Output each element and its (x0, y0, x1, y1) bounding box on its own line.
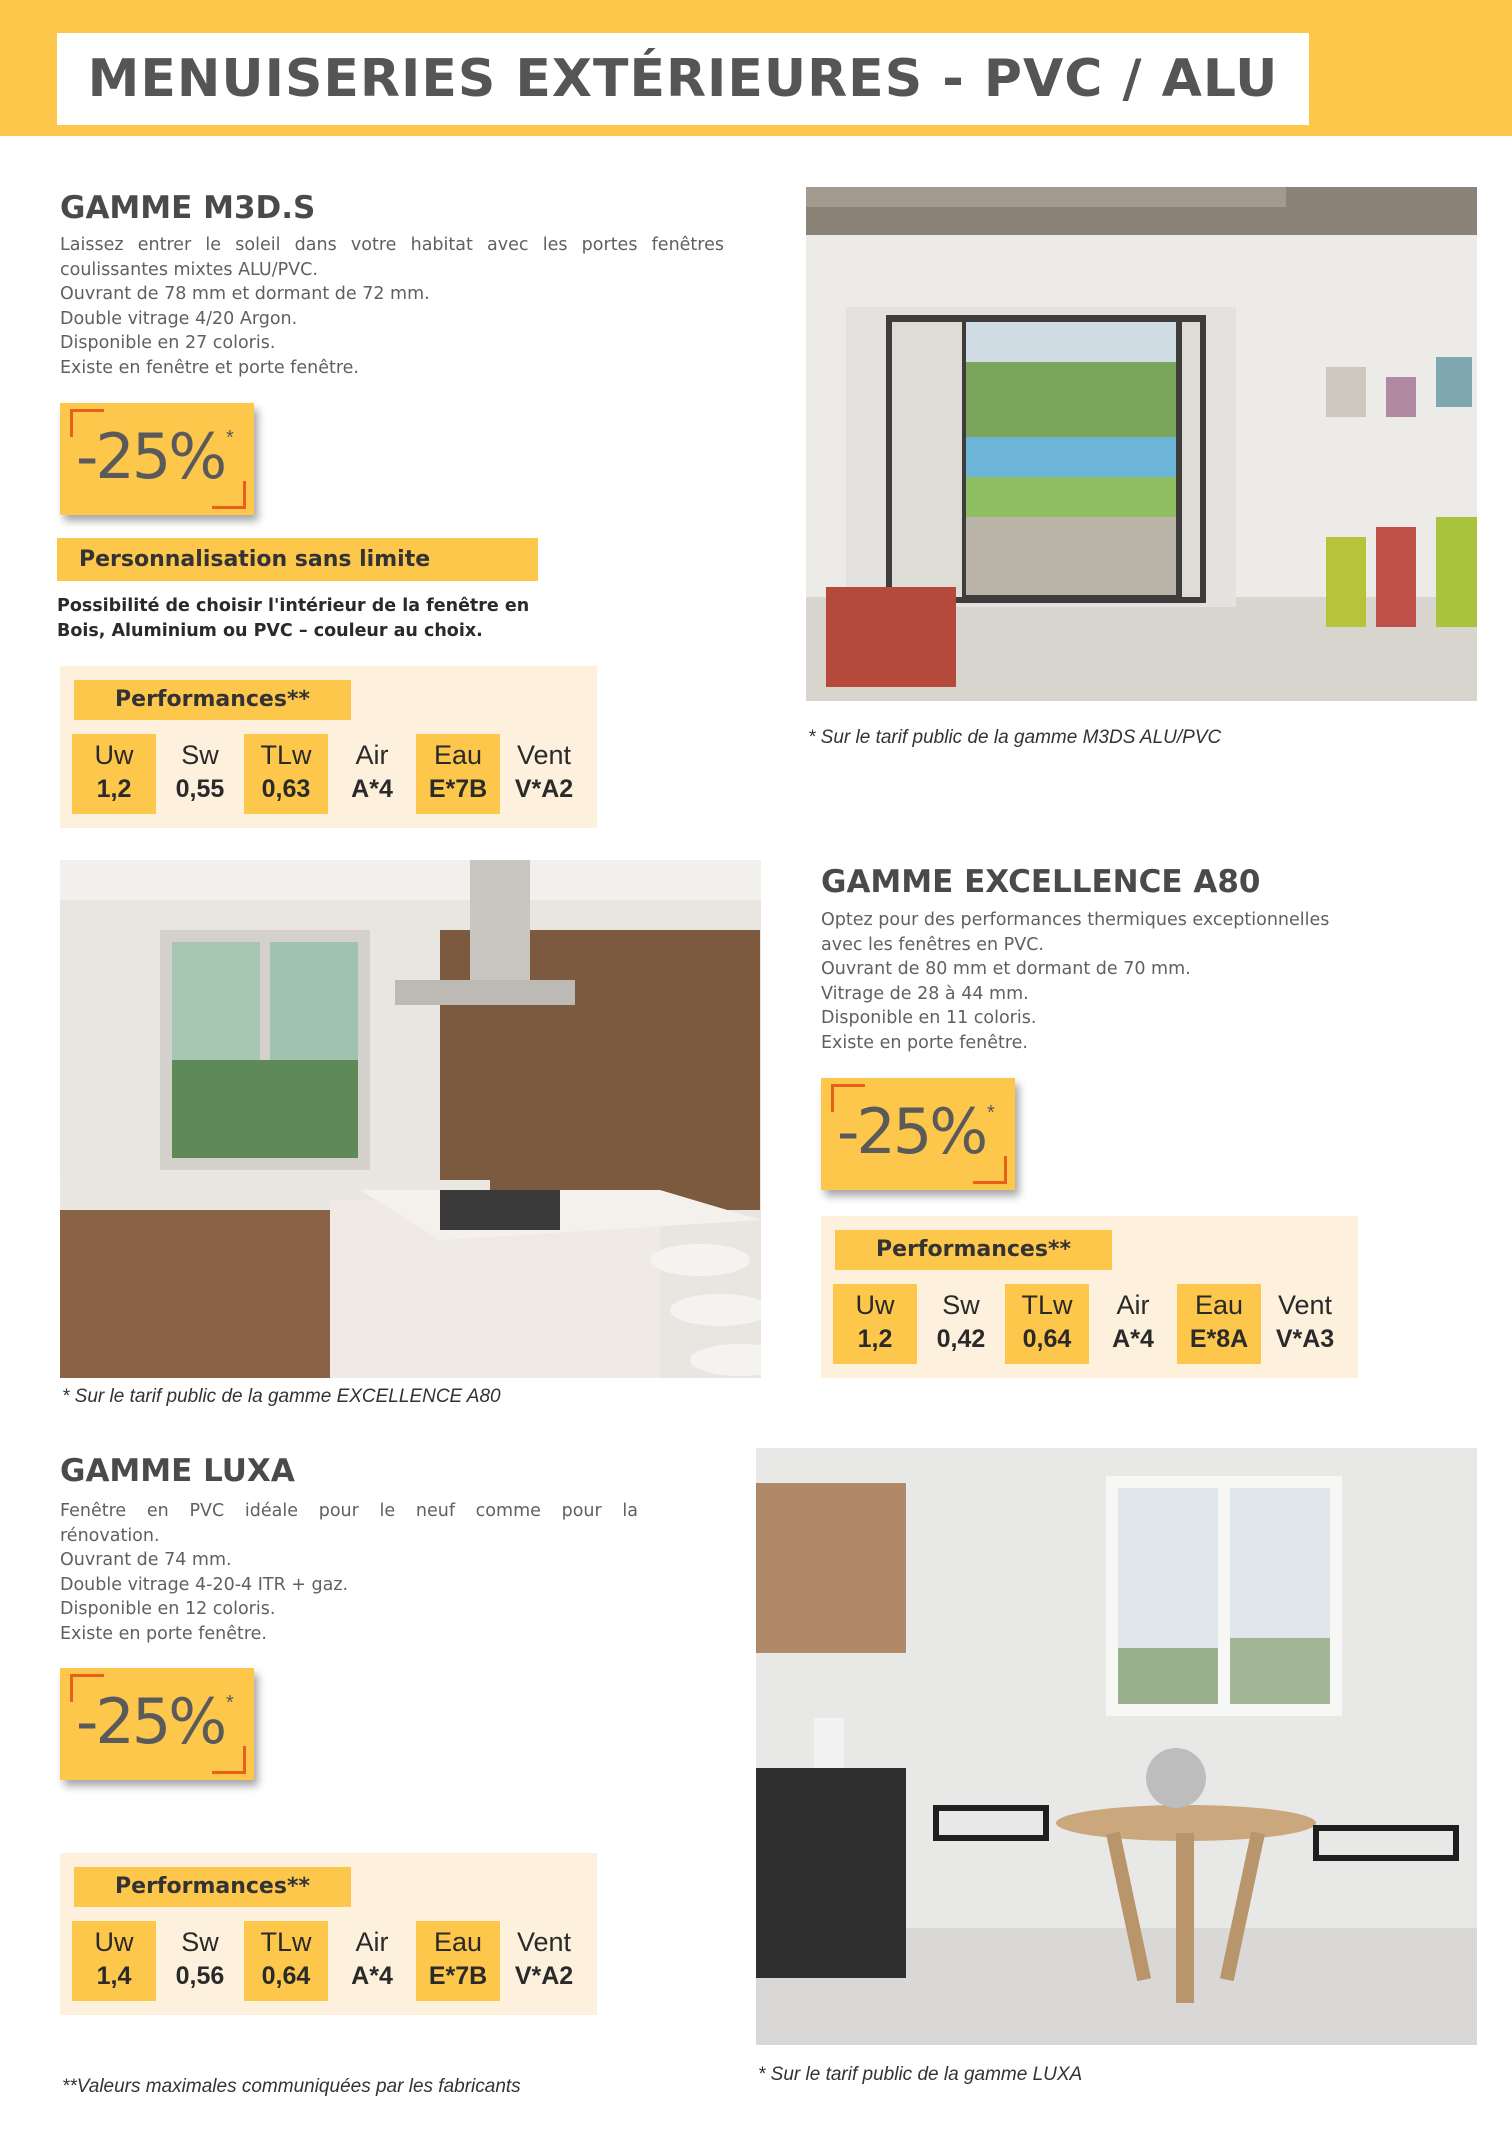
perf-cell-air (330, 1921, 414, 2001)
luxa-desc-line: rénovation. (60, 1525, 160, 1546)
excellence-desc-line: Ouvrant de 80 mm et dormant de 70 mm. (821, 959, 1191, 979)
luxa-title: GAMME LUXA (60, 1453, 295, 1489)
page-title: MENUISERIES EXTÉRIEURES - PVC / ALU (87, 49, 1279, 109)
performances-label: Performances** (74, 680, 351, 720)
perf-cell-tlw (244, 1921, 328, 2001)
performances-label: Performances** (74, 1867, 351, 1907)
luxa-desc-line: Disponible en 12 coloris. (60, 1599, 276, 1619)
excellence-desc-line: Existe en porte fenêtre. (821, 1032, 1028, 1053)
perf-value: 0,64 (261, 1962, 311, 1990)
perf-value: E*7B (428, 1962, 488, 1990)
luxa-description (60, 1499, 638, 1646)
m3ds-promo-badge (60, 403, 254, 515)
perf-cell-eau (416, 1921, 500, 2001)
excellence-description (821, 908, 1411, 1055)
m3ds-description (60, 233, 724, 380)
excellence-desc-line: Vitrage de 28 à 44 mm. (821, 983, 1029, 1004)
perf-cell-uw (833, 1284, 917, 1364)
m3ds-title: GAMME M3D.S (60, 190, 316, 226)
personnalisation-text (57, 594, 529, 644)
perf-cell-air (330, 734, 414, 814)
perf-value: V*A2 (514, 775, 574, 803)
perf-key: TLw (1021, 1290, 1073, 1320)
perf-key: TLw (260, 1927, 312, 1957)
luxa-photo (756, 1448, 1477, 2045)
luxa-performances (60, 1853, 597, 2015)
perf-key: Vent (1277, 1290, 1333, 1320)
m3ds-note: * Sur le tarif public de la gamme M3DS ALU/PVC (808, 727, 1222, 748)
perf-key: Sw (942, 1290, 980, 1320)
perf-value: 0,63 (261, 775, 311, 803)
luxa-desc-line: Fenêtre en PVC idéale pour le neuf comme pour la (60, 1501, 638, 1521)
perf-key: Air (355, 1927, 389, 1957)
perf-key: Sw (181, 1927, 219, 1957)
excellence-desc-line: Optez pour des performances thermiques exceptionnelles (821, 910, 1330, 930)
m3ds-desc-line: Laissez entrer le soleil dans votre habitat avec les portes fenêtres (60, 235, 724, 255)
perf-key: TLw (260, 740, 312, 770)
m3ds-desc-line: Double vitrage 4/20 Argon. (60, 308, 298, 329)
perf-value: 0,55 (175, 775, 225, 803)
perf-key: Vent (516, 1927, 572, 1957)
perf-value: E*7B (428, 775, 488, 803)
perf-cell-tlw (1005, 1284, 1089, 1364)
personnalisation-bar: Personnalisation sans limite (57, 538, 538, 581)
header-box (57, 33, 1309, 125)
m3ds-desc-line: Ouvrant de 78 mm et dormant de 72 mm. (60, 284, 430, 304)
perf-value: 0,42 (936, 1325, 986, 1353)
m3ds-desc-line: Disponible en 27 coloris. (60, 333, 276, 353)
performances-label: Performances** (835, 1230, 1112, 1270)
excellence-note: * Sur le tarif public de la gamme EXCELLENCE A80 (62, 1386, 501, 1407)
perf-key: Vent (516, 740, 572, 770)
perf-cell-air (1091, 1284, 1175, 1364)
promo-value: -25% (76, 1685, 225, 1758)
perf-value: 1,2 (857, 1325, 893, 1353)
perso-line: Possibilité de choisir l'intérieur de la fenêtre en (57, 596, 530, 616)
excellence-performances (821, 1216, 1358, 1378)
luxa-note: * Sur le tarif public de la gamme LUXA (758, 2064, 1083, 2085)
luxa-promo-badge (60, 1668, 254, 1780)
perf-key: Eau (1194, 1290, 1244, 1320)
promo-asterisk: * (987, 1102, 995, 1124)
excellence-desc-line: Disponible en 11 coloris. (821, 1008, 1037, 1028)
perf-key: Air (355, 740, 389, 770)
perf-key: Sw (181, 740, 219, 770)
excellence-photo (60, 860, 761, 1378)
perf-value: A*4 (351, 1962, 393, 1990)
perf-cell-sw (158, 1921, 242, 2001)
m3ds-performances (60, 666, 597, 828)
perf-value: 1,4 (96, 1962, 132, 1990)
perf-value: 0,56 (175, 1962, 225, 1990)
perf-value: A*4 (1112, 1325, 1154, 1353)
excellence-promo-badge (821, 1078, 1015, 1190)
perf-key: Uw (94, 740, 134, 770)
footer-note: **Valeurs maximales communiquées par les fabricants (62, 2076, 521, 2097)
perf-cell-vent (502, 1921, 586, 2001)
luxa-desc-line: Ouvrant de 74 mm. (60, 1550, 232, 1570)
promo-asterisk: * (226, 1692, 234, 1714)
perf-value: V*A3 (1275, 1325, 1335, 1353)
perf-value: 1,2 (96, 775, 132, 803)
luxa-desc-line: Double vitrage 4-20-4 ITR + gaz. (60, 1574, 349, 1595)
perf-key: Eau (433, 1927, 483, 1957)
perf-value: E*8A (1189, 1325, 1249, 1353)
m3ds-desc-line: Existe en fenêtre et porte fenêtre. (60, 357, 359, 378)
perf-cell-eau (416, 734, 500, 814)
perf-cell-sw (919, 1284, 1003, 1364)
perf-cell-uw (72, 1921, 156, 2001)
perf-cell-uw (72, 734, 156, 814)
excellence-title: GAMME EXCELLENCE A80 (821, 864, 1261, 900)
perf-key: Uw (94, 1927, 134, 1957)
perf-value: 0,64 (1022, 1325, 1072, 1353)
perf-value: A*4 (351, 775, 393, 803)
m3ds-desc-line: coulissantes mixtes ALU/PVC. (60, 259, 318, 280)
perf-cell-vent (502, 734, 586, 814)
perf-cell-sw (158, 734, 242, 814)
perf-cell-eau (1177, 1284, 1261, 1364)
perf-value: V*A2 (514, 1962, 574, 1990)
perf-cell-vent (1263, 1284, 1347, 1364)
promo-asterisk: * (226, 427, 234, 449)
luxa-desc-line: Existe en porte fenêtre. (60, 1623, 267, 1644)
perf-key: Air (1116, 1290, 1150, 1320)
perf-key: Uw (855, 1290, 895, 1320)
perso-line: Bois, Aluminium ou PVC – couleur au choix. (57, 621, 483, 641)
perf-cell-tlw (244, 734, 328, 814)
excellence-desc-line: avec les fenêtres en PVC. (821, 934, 1044, 955)
promo-value: -25% (76, 420, 225, 493)
m3ds-photo (806, 187, 1477, 701)
promo-value: -25% (837, 1095, 986, 1168)
perf-key: Eau (433, 740, 483, 770)
